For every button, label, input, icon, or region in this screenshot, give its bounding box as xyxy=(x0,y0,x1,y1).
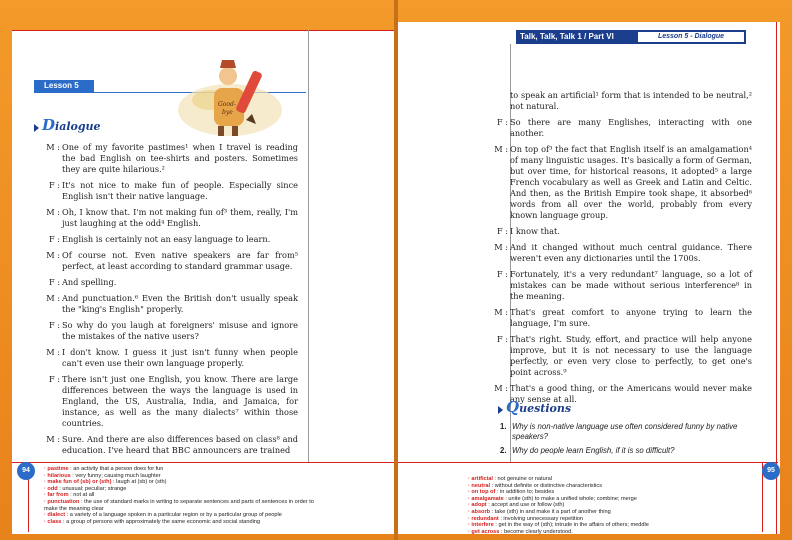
vocab-word: · class xyxy=(44,518,62,525)
speaker-label: F : xyxy=(48,234,60,244)
vocab-entry xyxy=(468,483,758,490)
vocab-word: · artificial xyxy=(468,476,493,482)
dialogue-line xyxy=(494,117,752,139)
speaker-label: M : xyxy=(46,347,60,357)
speaker-label: M : xyxy=(494,383,508,393)
dialogue-text: Sure. And there are also differences based on class⁸ and education. I've heard that BBC announcers are trained xyxy=(62,434,298,455)
left-bottom-rule xyxy=(12,462,394,463)
speaker-label: M : xyxy=(494,144,508,154)
dialogue-line xyxy=(46,142,298,175)
dialogue-line xyxy=(494,242,752,264)
dialogue-text: And punctuation.⁶ Even the British don't usually speak the "king's English" properly. xyxy=(62,293,298,314)
vocab-definition: : unusual; peculiar; strange xyxy=(57,485,127,492)
vocab-entry xyxy=(44,479,314,486)
vocab-entry xyxy=(44,466,314,473)
speaker-label: F : xyxy=(496,226,508,236)
questions-heading xyxy=(506,398,571,416)
left-dialogue xyxy=(46,142,298,461)
running-header xyxy=(516,30,746,44)
dialogue-line xyxy=(46,374,298,429)
left-column-rule xyxy=(308,30,309,462)
dialogue-text: I don't know. I guess it just isn't funny when people can't even use their own language properly. xyxy=(62,347,298,368)
vocab-definition: : without definite or distinctive characteristics xyxy=(490,482,602,489)
speaker-label: M : xyxy=(46,293,60,303)
vocab-definition: : a variety of a language spoken in a particular region or by a particular group of people xyxy=(65,512,282,519)
vocab-definition: : not genuine or natural xyxy=(492,476,552,482)
vocab-word: · neutral xyxy=(468,482,491,489)
vocab-word: · absorb xyxy=(468,508,491,515)
dialogue-line xyxy=(494,226,752,237)
lesson-label: Lesson 5 xyxy=(34,80,94,92)
dialogue-text: Fortunately, it's a very redundant⁷ language, so a lot of mistakes can be made without serious interference⁸ in the meaning. xyxy=(510,269,752,301)
vocab-entry xyxy=(468,489,758,496)
vocab-definition: : the use of standard marks in writing to separate sentences and parts of sentences in order to make the meaning clear xyxy=(44,498,314,512)
speaker-label: F : xyxy=(496,269,508,279)
dialogue-line xyxy=(46,207,298,229)
vocab-word: · far from xyxy=(44,492,69,499)
questions-heading-initial: Q xyxy=(506,398,520,416)
vocab-entry xyxy=(468,529,758,536)
dialogue-line xyxy=(494,307,752,329)
vocab-entry xyxy=(44,473,314,480)
vocab-entry xyxy=(468,496,758,503)
vocab-definition: : in addition to; besides xyxy=(495,489,555,496)
pencil-character-illustration xyxy=(170,40,290,140)
question-text: Why is non-native language use often considered funny by native speakers? xyxy=(512,422,738,441)
speaker-label: M : xyxy=(46,207,60,217)
svg-text:Good-: Good- xyxy=(218,101,236,108)
vocab-definition: : an activity that a person does for fun xyxy=(68,466,164,472)
vocab-word: · odd xyxy=(44,485,58,492)
dialogue-text: That's great comfort to anyone trying to learn the language, I'm sure. xyxy=(510,307,752,328)
section-bullet-icon xyxy=(34,124,39,132)
speaker-label: F : xyxy=(48,277,60,287)
running-header-lesson: Lesson 5 - Dialogue xyxy=(638,32,744,42)
speaker-label: M : xyxy=(494,242,508,252)
dialogue-text: That's a good thing, or the Americans would never make any sense at all. xyxy=(510,383,752,404)
right-bottom-rule xyxy=(398,462,778,463)
vocab-word: · get across xyxy=(468,528,500,535)
dialogue-line xyxy=(494,269,752,302)
vocab-word: · make fun of (sb) or (sth) xyxy=(44,479,112,486)
svg-text:bye: bye xyxy=(222,109,233,116)
speaker-label: F : xyxy=(496,334,508,344)
dialogue-line xyxy=(46,234,298,245)
dialogue-line xyxy=(46,434,298,456)
dialogue-heading-initial: D xyxy=(42,116,56,134)
vocab-definition: : accept and use or follow (sth) xyxy=(486,502,565,509)
right-dialogue xyxy=(494,90,752,410)
vocab-definition: : laugh at (sb) or (sth) xyxy=(111,479,167,486)
vocab-entry xyxy=(44,486,314,493)
vocab-entry xyxy=(44,492,314,499)
right-edge-rule xyxy=(776,22,777,534)
dialogue-text: It's not nice to make fun of people. Especially since English isn't their native language. xyxy=(62,180,298,201)
vocab-entry xyxy=(468,502,758,509)
vocab-word: · hilarious xyxy=(44,472,71,479)
vocab-entry xyxy=(44,499,314,512)
dialogue-line xyxy=(494,144,752,221)
vocab-word: · pastime xyxy=(44,466,69,472)
vocab-definition: : take (sth) in and make it a part of another thing xyxy=(490,508,611,515)
vocab-definition: : a group of persons with approximately the same economic and social standing xyxy=(61,518,261,525)
vocab-word: · dialect xyxy=(44,512,66,519)
left-top-rule xyxy=(12,30,394,31)
dialogue-line xyxy=(494,334,752,378)
speaker-label: M : xyxy=(494,307,508,317)
vocab-entry xyxy=(44,519,314,526)
questions-bullet-icon xyxy=(498,406,503,414)
vocab-definition: : very funny; causing much laughter xyxy=(70,472,161,479)
dialogue-text: English is certainly not an easy language to learn. xyxy=(62,234,271,244)
vocab-entry xyxy=(468,516,758,523)
dialogue-line xyxy=(46,180,298,202)
dialogue-text: And spelling. xyxy=(62,277,117,287)
questions-list xyxy=(500,422,750,460)
dialogue-text: One of my favorite pastimes¹ when I travel is reading the bad English on tee-shirts and posters. Sometimes they are quite hilarious.² xyxy=(62,142,298,174)
questions-heading-rest: uestions xyxy=(519,402,572,415)
question-item xyxy=(500,446,750,456)
vocab-entry xyxy=(44,512,314,519)
question-number: 2. xyxy=(500,446,507,455)
vocab-word: · on top of xyxy=(468,489,496,496)
dialogue-text: to speak an artificial¹ form that is intended to be neutral,² not natural. xyxy=(510,90,752,111)
page-number-right: 95 xyxy=(762,462,780,480)
dialogue-text: There isn't just one English, you know. There are large differences between the ways the language is used in England, the US, Australia, India, and Jamaica, for instance, as well as the many dialects⁷ within those countries. xyxy=(62,374,298,428)
dialogue-heading-rest: ialogue xyxy=(55,120,101,133)
dialogue-text: Oh, I know that. I'm not making fun of³ them, really, I'm just laughing at the odd⁴ English. xyxy=(62,207,298,228)
dialogue-text: Of course not. Even native speakers are far from⁵ perfect, at least according to standard grammar usage. xyxy=(62,250,298,271)
vocab-definition: : not at all xyxy=(68,492,95,499)
speaker-label: F : xyxy=(496,117,508,127)
running-header-title: Talk, Talk, Talk 1 / Part VI xyxy=(520,32,614,41)
dialogue-text: That's right. Study, effort, and practice will help anyone improve, but it is not necessary to use the language perfectly, or even very close to perfectly, to get one's point across.⁹ xyxy=(510,334,752,377)
vocab-definition: : become clearly understood. xyxy=(499,528,573,535)
page-number-left: 94 xyxy=(17,462,35,480)
dialogue-text: So why do you laugh at foreigners' misuse and ignore the mistakes of the native users? xyxy=(62,320,298,341)
vocab-definition: : get in the way of (sth); intrude in the affairs of others; meddle xyxy=(493,522,649,529)
question-number: 1. xyxy=(500,422,507,431)
speaker-label: M : xyxy=(46,142,60,152)
vocab-entry xyxy=(468,509,758,516)
vocab-word: · punctuation xyxy=(44,498,80,505)
dialogue-line xyxy=(46,293,298,315)
dialogue-line xyxy=(46,277,298,288)
right-vocab-list xyxy=(468,476,758,535)
question-text: Why do people learn English, if it is so difficult? xyxy=(512,446,675,455)
dialogue-text: On top of³ the fact that English itself is an amalgamation⁴ of many linguistic usages. It's basically a form of German, but over time, for historical reasons, it adopted⁵ a large French vocabulary as well as Greek and Latin and Celtic. And then, as the British Empire took shape, it absorbed⁶ words from all over the world, probably from every known language group. xyxy=(510,144,752,220)
speaker-label: F : xyxy=(48,374,60,384)
vocab-entry xyxy=(468,476,758,483)
vocab-word: · interfere xyxy=(468,522,494,529)
dialogue-text: And it changed without much central guidance. There weren't even any dictionaries until the 1700s. xyxy=(510,242,752,263)
question-item xyxy=(500,422,750,442)
dialogue-text: So there are many Englishes, interacting with one another. xyxy=(510,117,752,138)
dialogue-heading xyxy=(42,116,101,134)
left-vocab-list xyxy=(44,466,314,525)
vocab-entry xyxy=(468,522,758,529)
speaker-label: M : xyxy=(46,434,60,444)
dialogue-line xyxy=(46,347,298,369)
speaker-label xyxy=(494,90,510,112)
speaker-label: M : xyxy=(46,250,60,260)
speaker-label: F : xyxy=(48,180,60,190)
dialogue-line xyxy=(494,90,752,112)
speaker-label: F : xyxy=(48,320,60,330)
vocab-definition: : unite (sth) to make a unified whole; combine; merge xyxy=(503,495,637,502)
vocab-word: · amalgamate xyxy=(468,495,504,502)
vocab-definition: : involving unnecessary repetition xyxy=(498,515,584,522)
dialogue-line xyxy=(46,250,298,272)
dialogue-line xyxy=(46,320,298,342)
vocab-word: · redundant xyxy=(468,515,499,522)
dialogue-text: I know that. xyxy=(510,226,560,236)
vocab-word: · adopt xyxy=(468,502,487,509)
